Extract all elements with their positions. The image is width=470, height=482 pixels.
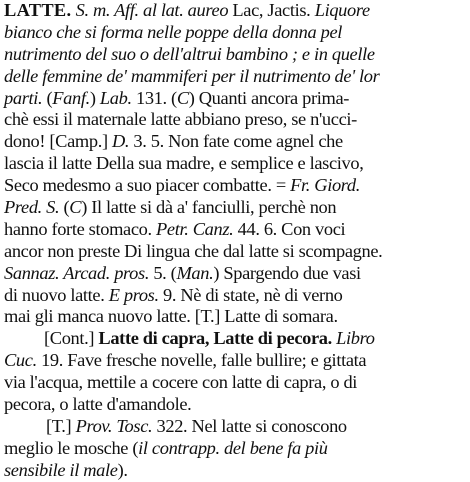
entry-text-segment: ( — [42, 87, 53, 108]
entry-text-segment: il contrapp. del bene fa più — [138, 437, 328, 458]
entry-text-segment: delle femmine de' mammiferi per il nutrimento de' lor — [4, 65, 380, 86]
entry-line — [4, 153, 466, 175]
entry-text-segment: Fanf. — [52, 87, 90, 108]
entry-line — [4, 66, 466, 88]
entry-line — [4, 88, 466, 110]
entry-text-segment: D. — [111, 131, 130, 152]
entry-text-segment: 44. 6. Con voci — [233, 218, 346, 239]
entry-text-segment: 19. Fave fresche novelle, falle bullire; e gittata — [36, 350, 367, 371]
entry-text-segment: Prov. Tosc. — [75, 415, 153, 436]
entry-text-segment: ) — [89, 87, 100, 108]
entry-text-segment: parti. — [4, 87, 43, 108]
entry-text-segment: nutrimento del suo o dell'altrui bambino ; e in quelle — [4, 43, 375, 64]
entry-text-segment: ancor non preste Di lingua che dal latte si scompagne. — [4, 240, 383, 261]
entry-line — [4, 460, 466, 482]
entry-text-segment: chè essi il maternale latte abbiano preso, se n'ucci- — [4, 109, 357, 130]
entry-text-segment: ) Spargendo due vasi — [213, 262, 361, 283]
entry-text-segment: 322. Nel latte si conoscono — [152, 415, 347, 436]
entry-text-segment: Sannaz. Arcad. pros. — [4, 262, 150, 283]
entry-text-segment: Seco medesmo a suo piacer combatte. = — [4, 175, 291, 196]
entry-text-segment: Latte di capra, Latte di pecora. — [98, 328, 332, 349]
entry-text-segment: Liquore — [314, 0, 370, 20]
entry-text-segment: 131. ( — [131, 87, 177, 108]
entry-line — [4, 175, 466, 197]
entry-line — [4, 328, 466, 350]
entry-text-segment: S. m. Aff. al lat. aureo — [75, 0, 229, 20]
entry-line — [4, 350, 466, 372]
entry-line — [4, 263, 466, 285]
entry-text-segment: 5. ( — [149, 262, 177, 283]
entry-line — [4, 22, 466, 44]
entry-line — [4, 372, 466, 394]
entry-line — [4, 416, 466, 438]
entry-text-segment: ). — [117, 459, 128, 480]
entry-text-segment: hanno forte stomaco. — [4, 218, 156, 239]
entry-line — [4, 109, 466, 131]
entry-text-segment: lascia il latte Della sua madre, e semplice e lascivo, — [4, 153, 364, 174]
entry-text-segment: [Cont.] — [44, 328, 99, 349]
entry-text-segment: Petr. Canz. — [156, 218, 234, 239]
entry-text-segment: Libro — [336, 328, 375, 349]
entry-text-segment: Lab. — [99, 87, 132, 108]
entry-text-segment: 3. 5. Non fate come agnel che — [129, 131, 343, 152]
entry-text-segment: meglio le mosche ( — [4, 437, 139, 458]
entry-text-segment: Fr. Giord. — [290, 175, 361, 196]
entry-text-segment: Pred. S. — [4, 197, 60, 218]
entry-line — [4, 197, 466, 219]
entry-text-segment: pecora, o latte d'amandole. — [4, 394, 192, 415]
dictionary-entry-latte — [4, 0, 466, 482]
entry-headword: LATTE. — [4, 0, 72, 20]
entry-text-segment: bianco che si forma nelle poppe della donna pel — [4, 21, 343, 42]
entry-text-segment: Cuc. — [4, 350, 37, 371]
entry-line — [4, 438, 466, 460]
entry-text-segment: E pros. — [108, 284, 159, 305]
entry-text-segment: ) Il latte si dà a' fanciulli, perchè non — [81, 197, 337, 218]
entry-text-segment: dono! [Camp.] — [4, 131, 112, 152]
entry-text-segment: ( — [59, 197, 70, 218]
entry-text-segment: 9. Nè di state, nè di verno — [158, 284, 343, 305]
entry-text-segment: C — [176, 87, 189, 108]
entry-text-segment: ) Quanti ancora prima- — [188, 87, 350, 108]
entry-line — [4, 44, 466, 66]
entry-text-segment: mai gli manca nuovo latte. [T.] Latte di somara. — [4, 306, 338, 327]
entry-line — [4, 131, 466, 153]
entry-line — [4, 0, 466, 22]
entry-line — [4, 285, 466, 307]
entry-text-segment: di nuovo latte. — [4, 284, 109, 305]
entry-line — [4, 241, 466, 263]
entry-text-segment: Man. — [176, 262, 214, 283]
entry-text-segment: sensibile il male — [4, 459, 118, 480]
entry-line — [4, 219, 466, 241]
entry-text-segment: C — [69, 197, 82, 218]
entry-line — [4, 306, 466, 328]
entry-text-segment: [T.] — [46, 415, 76, 436]
entry-text-segment: via l'acqua, mettile a cocere con latte di capra, o di — [4, 372, 358, 393]
entry-text-segment: Lac, Jactis. — [228, 0, 315, 20]
entry-line — [4, 394, 466, 416]
